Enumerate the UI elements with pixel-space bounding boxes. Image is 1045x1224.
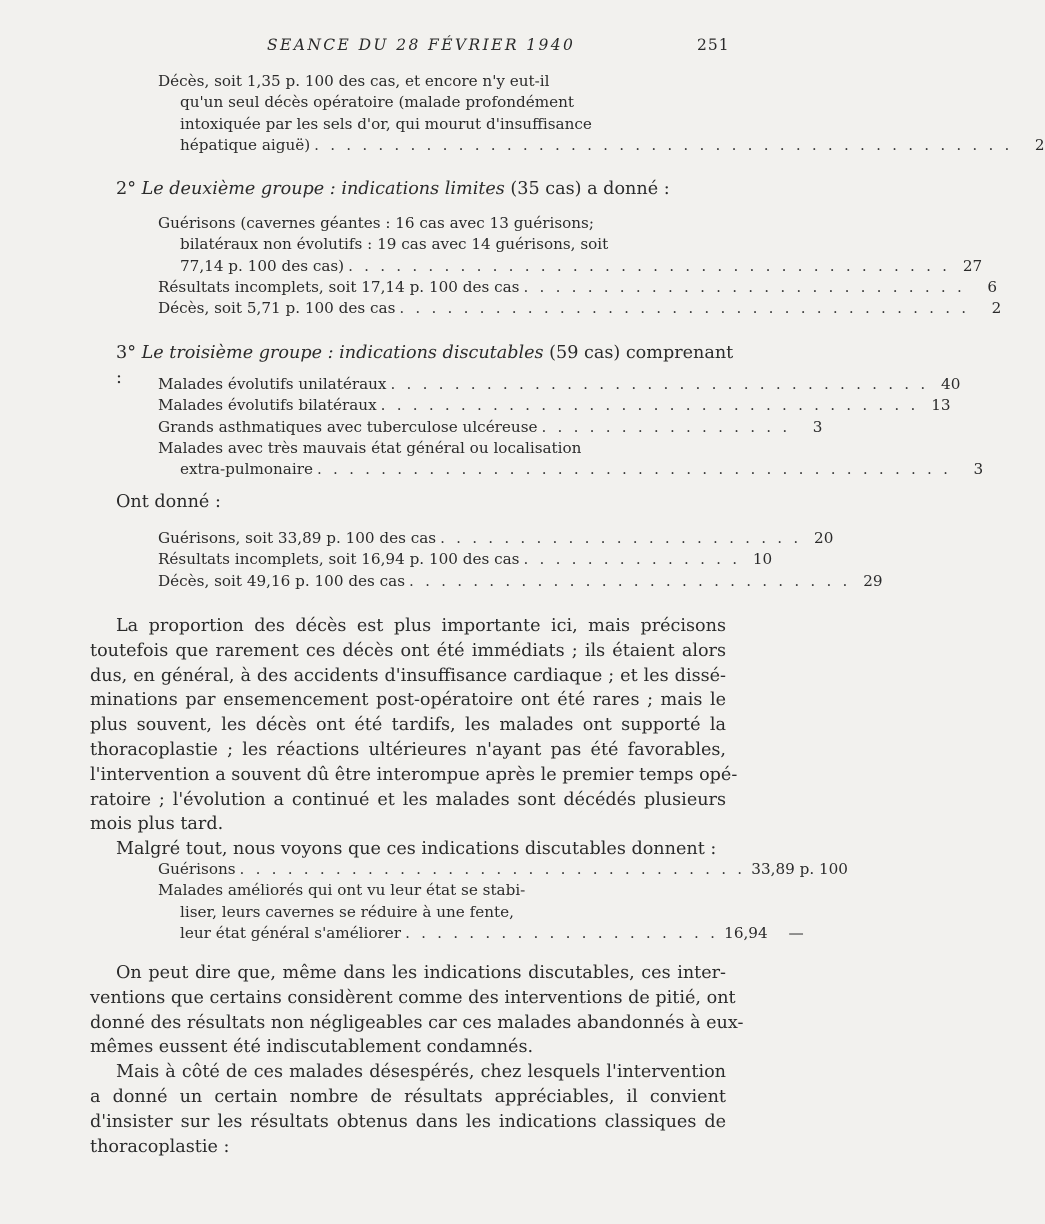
text-line: qu'un seul décès opératoire (malade profondément xyxy=(180,93,574,112)
row-label: Malades évolutifs bilatéraux xyxy=(158,396,377,415)
page-number: 251 xyxy=(697,36,730,54)
row-label: leur état général s'améliorer xyxy=(180,923,402,942)
leader-dots: . . . . . . . . . . . . . . . . . . . . . . . . . . . . xyxy=(409,571,851,590)
group-number: 3° xyxy=(116,343,136,363)
row-label: hépatique aiguë) xyxy=(180,135,311,154)
text-line: bilatéraux non évolutifs : 19 cas avec 14 guérisons, soit xyxy=(180,235,609,254)
paragraph-line: a donné un certain nombre de résultats appréciables, il convient xyxy=(90,1086,726,1107)
paragraph-line: ventions que certains considèrent comme des interventions de pitié, ont xyxy=(90,987,736,1008)
paragraph-line: plus souvent, les décès ont été tardifs, les malades ont supporté la xyxy=(90,715,726,736)
row-label: Grands asthmatiques avec tuberculose ulcéreuse xyxy=(158,417,538,436)
row-value: 16,94 xyxy=(724,923,768,942)
leader-dots: . . . . . . . . . . . . . . . . xyxy=(541,417,791,436)
text-line: intoxiquée par les sels d'or, qui mourut d'insuffisance xyxy=(180,114,592,133)
row-label: Guérisons xyxy=(158,860,236,878)
paragraph-2 xyxy=(90,961,744,1159)
text-line: Malades avec très mauvais état général ou localisation xyxy=(158,438,582,457)
leader-dots: . . . . . . . . . . . . . . . . . . . . . . . . . . . . . . . . . . xyxy=(380,396,919,415)
list-row xyxy=(158,298,1002,319)
paragraph-line: minations par ensemencement post-opératoire ont été rares ; mais le xyxy=(90,690,726,711)
paragraph-1 xyxy=(90,614,738,862)
running-title: SEANCE DU 28 FÉVRIER 1940 xyxy=(267,36,576,54)
row-value-group xyxy=(724,923,808,944)
row-label: Malades évolutifs unilatéraux xyxy=(158,375,387,393)
leader-dots: . . . . . . . . . . . . . . xyxy=(523,550,741,569)
leader-dots: . . . . . . . . . . . . . . . . . . . . xyxy=(405,923,719,942)
results-2-list xyxy=(158,859,848,944)
paragraph-line: Malgré tout, nous voyons que ces indications discutables donnent : xyxy=(116,839,717,860)
group3-list xyxy=(158,374,984,480)
paragraph-line: thoracoplastie ; les réactions ultérieures n'ayant pas été favorables, xyxy=(90,739,726,760)
row-value: 3 xyxy=(812,417,823,436)
row-value: 2 xyxy=(1034,135,1045,154)
row-label: 77,14 p. 100 des cas) xyxy=(180,256,345,275)
list-row xyxy=(158,549,773,570)
list-row xyxy=(158,395,951,416)
group2-heading xyxy=(116,177,716,202)
paragraph-line: d'insister sur les résultats obtenus dans les indications classiques de xyxy=(90,1111,726,1132)
text-line: Malades améliorés qui ont vu leur état se stabi- xyxy=(158,881,526,900)
row-value: 27 xyxy=(962,256,983,275)
row-label: Décès, soit 5,71 p. 100 des cas xyxy=(158,299,396,318)
list-row xyxy=(158,417,823,438)
leader-dots: . . . . . . . . . . . . . . . . . . . . . . . . . . . . . . . . . . . . . . . . . . . . xyxy=(314,135,1013,154)
row-label: extra-pulmonaire xyxy=(180,460,313,479)
row-value: 40 xyxy=(941,375,961,393)
row-value: 13 xyxy=(931,396,951,415)
paragraph-line: donné des résultats non négligeables car ces malades abandonnés à eux- xyxy=(90,1012,744,1033)
list-row xyxy=(158,277,997,298)
text-line: Décès, soit 1,35 p. 100 des cas, et encore n'y eut-il xyxy=(158,72,550,90)
list-row xyxy=(158,528,834,549)
row-value: 6 xyxy=(987,277,997,296)
leader-dots: . . . . . . . . . . . . . . . . . . . . . . . . . . . . . . . . xyxy=(239,860,746,878)
group-suffix: (59 cas) comprenant : xyxy=(116,343,734,388)
row-value: 2 xyxy=(991,299,1002,318)
group-suffix: (35 cas) a donné : xyxy=(510,179,670,199)
text-line: liser, leurs cavernes se réduire à une fente, xyxy=(180,902,514,921)
leader-dots: . . . . . . . . . . . . . . . . . . . . . . . . . . . . . . . . . . . . . . xyxy=(348,256,951,275)
paragraph-line: thoracoplastie : xyxy=(90,1136,230,1157)
leader-dots: . . . . . . . . . . . . . . . . . . . . . . . . . . . . . . . . . . . . . . . . xyxy=(316,460,952,479)
page-header xyxy=(0,36,800,60)
row-label: Résultats incomplets, soit 16,94 p. 100 des cas xyxy=(158,550,520,569)
list-row xyxy=(158,459,984,480)
row-value: 3 xyxy=(973,460,984,479)
list-row xyxy=(158,256,983,277)
list-row xyxy=(158,923,804,944)
group2-list xyxy=(158,213,1002,319)
ont-donne-heading: Ont donné : xyxy=(116,492,221,512)
row-value: 10 xyxy=(752,550,773,569)
row-value: 20 xyxy=(814,529,834,547)
leader-dots: . . . . . . . . . . . . . . . . . . . . . . . . . . . . xyxy=(523,277,965,296)
group-title: Le deuxième groupe : indications limites xyxy=(141,179,505,199)
deces-intro-block xyxy=(158,71,1045,156)
row-label: Résultats incomplets, soit 17,14 p. 100 des cas xyxy=(158,277,520,296)
paragraph-line: mois plus tard. xyxy=(90,814,224,835)
row-value: 29 xyxy=(863,571,883,590)
leader-dots: . . . . . . . . . . . . . . . . . . . . . . . . . . . . . . . . . . . . xyxy=(399,299,970,318)
paragraph-line: Mais à côté de ces malades désespérés, chez lesquels l'intervention xyxy=(116,1062,726,1083)
paragraph-line: La proportion des décès est plus importante ici, mais précisons xyxy=(116,616,726,636)
list-row xyxy=(158,571,883,592)
leader-dots: . . . . . . . . . . . . . . . . . . . . . . . xyxy=(440,529,802,547)
leader-dots: . . . . . . . . . . . . . . . . . . . . . . . . . . . . . . . . . . xyxy=(390,375,929,393)
row-label: Guérisons, soit 33,89 p. 100 des cas xyxy=(158,529,437,547)
paragraph-line: mêmes eussent été indiscutablement condamnés. xyxy=(90,1037,534,1058)
group-number: 2° xyxy=(116,179,136,199)
group-title: Le troisième groupe : indications discutables xyxy=(141,343,544,363)
list-row xyxy=(158,859,848,880)
paragraph-line: l'intervention a souvent dû être interompue après le premier temps opé- xyxy=(90,764,738,785)
ont-donne-list xyxy=(158,528,883,592)
paragraph-line: ratoire ; l'évolution a continué et les malades sont décédés plusieurs xyxy=(90,789,726,810)
row-label: Décès, soit 49,16 p. 100 des cas xyxy=(158,571,406,590)
text-line: Guérisons (cavernes géantes : 16 cas avec 13 guérisons; xyxy=(158,214,594,232)
paragraph-line: toutefois que rarement ces décès ont été immédiats ; ils étaient alors xyxy=(90,640,726,661)
ditto-dash: — xyxy=(788,923,804,942)
list-row xyxy=(158,374,961,395)
paragraph-line: On peut dire que, même dans les indications discutables, ces inter- xyxy=(116,963,726,983)
row-value: 33,89 p. 100 xyxy=(751,860,848,878)
paragraph-line: dus, en général, à des accidents d'insuffisance cardiaque ; et les dissé- xyxy=(90,665,726,686)
list-row xyxy=(158,135,1045,156)
